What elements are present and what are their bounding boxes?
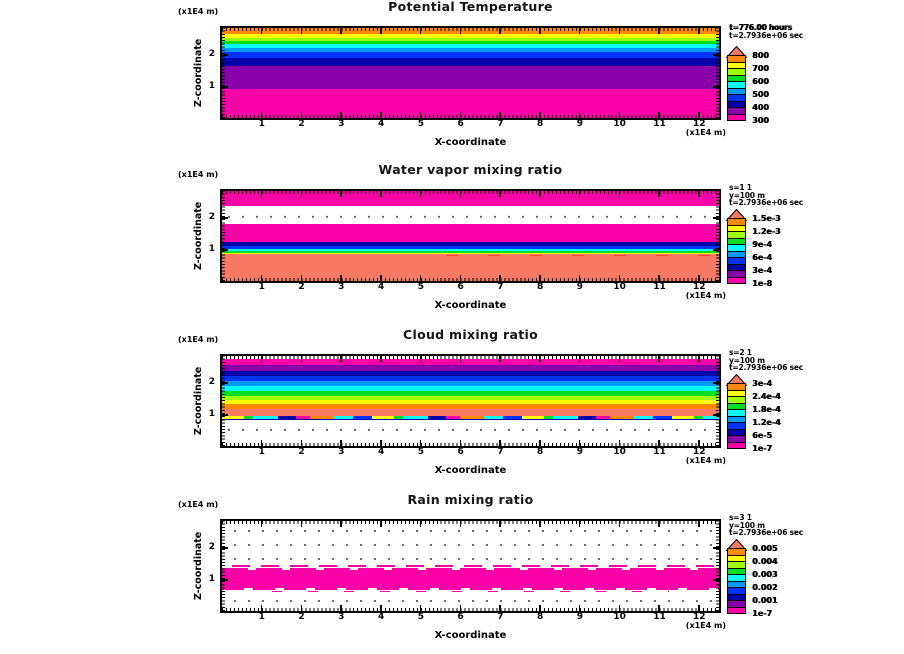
- x-major-tick: [301, 356, 303, 362]
- x-tick-label: 1: [258, 282, 265, 292]
- x-axis-label: X-coordinate: [434, 630, 507, 641]
- x-major-tick: [460, 356, 462, 362]
- colorbar-tick-label: 1.5e-3: [752, 213, 781, 223]
- y-unit-label: (x1E4 m): [178, 500, 219, 509]
- x-major-tick: [539, 112, 541, 118]
- top-minor-ticks: [222, 28, 719, 31]
- x-tick-label: 5: [417, 447, 424, 457]
- x-tick-label: 3: [338, 119, 345, 129]
- x-major-tick: [261, 440, 263, 446]
- x-tick-label: 3: [338, 612, 345, 622]
- left-minor-ticks: [222, 521, 225, 611]
- x-major-tick: [499, 28, 501, 34]
- x-major-tick: [539, 28, 541, 34]
- plot-frame: [220, 26, 721, 120]
- x-major-tick: [301, 28, 303, 34]
- contour-band: [222, 89, 719, 118]
- colorbar-tick-label: 1.2e-4: [752, 417, 781, 427]
- x-major-tick: [658, 28, 660, 34]
- x-tick-label: 5: [417, 119, 424, 129]
- contour-band: [272, 591, 670, 592]
- x-major-tick: [698, 191, 700, 197]
- x-tick-label: 7: [497, 447, 504, 457]
- x-major-tick: [499, 356, 501, 362]
- z-major-tick: [713, 382, 719, 384]
- legend-line: t=2.7936e+06 sec: [729, 30, 804, 40]
- x-tick-label: 9: [576, 119, 584, 129]
- x-major-tick: [380, 275, 382, 281]
- legend-line: t=2.7936e+06 sec: [729, 363, 804, 373]
- x-major-tick: [380, 356, 382, 362]
- plot-title: Rain mixing ratio: [407, 492, 534, 507]
- z-axis-label: Z-coordinate: [193, 531, 204, 601]
- x-major-tick: [619, 275, 621, 281]
- contour-band: [222, 224, 719, 242]
- x-major-tick: [460, 275, 462, 281]
- x-tick-label: 2: [298, 447, 305, 457]
- left-minor-ticks: [222, 356, 225, 446]
- colorbar-tick-label: 700: [752, 63, 769, 73]
- colorbar-swatch: [727, 114, 746, 122]
- x-tick-label: 9: [576, 282, 584, 292]
- z-major-tick: [222, 579, 228, 581]
- x-major-tick: [261, 28, 263, 34]
- contour-band: [222, 206, 719, 224]
- x-major-tick: [460, 191, 462, 197]
- contour-band: [222, 58, 719, 66]
- right-minor-ticks: [716, 191, 719, 281]
- x-major-tick: [539, 440, 541, 446]
- x-major-tick: [380, 440, 382, 446]
- colorbar-swatch: [727, 277, 746, 285]
- x-major-tick: [698, 356, 700, 362]
- x-major-tick: [619, 605, 621, 611]
- colorbar-arrow-icon: [726, 206, 747, 218]
- contour-band: [222, 409, 719, 416]
- x-major-tick: [340, 605, 342, 611]
- x-tick-label: 6: [457, 612, 464, 622]
- x-unit-label: (x1E4 m): [685, 291, 726, 300]
- x-axis-label: X-coordinate: [434, 465, 507, 476]
- x-major-tick: [301, 521, 303, 527]
- colorbar-tick-label: 2.4e-4: [752, 391, 781, 401]
- x-tick-label: 7: [497, 282, 504, 292]
- bottom-minor-ticks: [222, 115, 719, 118]
- x-axis-label: X-coordinate: [434, 137, 507, 148]
- x-major-tick: [499, 275, 501, 281]
- x-major-tick: [380, 28, 382, 34]
- z-major-tick: [713, 547, 719, 549]
- z-tick-label: 2: [208, 542, 215, 552]
- z-tick-label: 2: [208, 212, 215, 222]
- x-tick-label: 5: [417, 612, 424, 622]
- x-tick-label: 11: [653, 447, 666, 457]
- z-major-tick: [222, 217, 228, 219]
- x-major-tick: [539, 275, 541, 281]
- x-tick-label: 12: [692, 612, 706, 622]
- x-major-tick: [579, 275, 581, 281]
- legend-line: y=100 m: [729, 190, 765, 200]
- plot-title: Water vapor mixing ratio: [378, 162, 563, 177]
- x-major-tick: [658, 112, 660, 118]
- x-tick-label: 10: [613, 447, 626, 457]
- x-major-tick: [698, 28, 700, 34]
- left-minor-ticks: [222, 191, 225, 281]
- x-tick-label: 3: [338, 447, 345, 457]
- x-major-tick: [460, 521, 462, 527]
- x-major-tick: [579, 28, 581, 34]
- z-major-tick: [713, 249, 719, 251]
- x-major-tick: [301, 191, 303, 197]
- plot-frame: [220, 354, 721, 448]
- x-major-tick: [658, 440, 660, 446]
- x-tick-label: 1: [258, 447, 265, 457]
- colorbar-arrow-icon: [726, 43, 747, 55]
- x-major-tick: [499, 605, 501, 611]
- x-major-tick: [619, 191, 621, 197]
- top-minor-ticks: [222, 191, 719, 194]
- x-major-tick: [261, 356, 263, 362]
- contour-band: [232, 565, 719, 567]
- x-major-tick: [420, 112, 422, 118]
- x-tick-label: 8: [537, 119, 544, 129]
- colorbar-arrow-icon: [726, 536, 747, 548]
- x-major-tick: [698, 605, 700, 611]
- x-tick-label: 4: [377, 612, 385, 622]
- legend-line: s=1 1: [729, 183, 752, 192]
- z-major-tick: [713, 86, 719, 88]
- x-tick-label: 10: [613, 612, 626, 622]
- x-major-tick: [420, 28, 422, 34]
- x-axis-label: X-coordinate: [434, 300, 507, 311]
- x-tick-label: 12: [692, 119, 706, 129]
- x-tick-label: 10: [613, 282, 626, 292]
- x-major-tick: [380, 191, 382, 197]
- x-major-tick: [261, 112, 263, 118]
- colorbar-tick-label: 0.005: [752, 543, 778, 553]
- plot-frame: [220, 519, 721, 613]
- colorbar-tick-label: 6e-4: [752, 252, 772, 262]
- x-major-tick: [340, 356, 342, 362]
- x-major-tick: [261, 605, 263, 611]
- z-axis-label: Z-coordinate: [193, 366, 204, 436]
- x-major-tick: [261, 275, 263, 281]
- x-unit-label: (x1E4 m): [685, 621, 726, 630]
- x-major-tick: [698, 275, 700, 281]
- colorbar-arrow-icon: [726, 371, 747, 383]
- contour-band: [222, 588, 719, 590]
- x-major-tick: [420, 191, 422, 197]
- x-major-tick: [261, 191, 263, 197]
- x-major-tick: [460, 112, 462, 118]
- x-major-tick: [340, 191, 342, 197]
- z-major-tick: [222, 547, 228, 549]
- bottom-minor-ticks: [222, 278, 719, 281]
- legend-line: y=100 m: [729, 520, 765, 530]
- x-major-tick: [340, 112, 342, 118]
- x-major-tick: [619, 112, 621, 118]
- x-major-tick: [619, 521, 621, 527]
- z-major-tick: [222, 249, 228, 251]
- colorbar-tick-label: 1e-8: [752, 278, 772, 288]
- plot-title: Cloud mixing ratio: [403, 327, 538, 342]
- x-major-tick: [340, 28, 342, 34]
- z-major-tick: [222, 382, 228, 384]
- z-major-tick: [222, 414, 228, 416]
- x-major-tick: [579, 440, 581, 446]
- x-major-tick: [420, 440, 422, 446]
- x-major-tick: [619, 28, 621, 34]
- x-major-tick: [380, 521, 382, 527]
- z-major-tick: [222, 54, 228, 56]
- z-major-tick: [713, 414, 719, 416]
- x-unit-label: (x1E4 m): [685, 456, 726, 465]
- x-major-tick: [579, 356, 581, 362]
- contour-band: [222, 254, 719, 281]
- colorbar-tick-label: 3e-4: [752, 378, 772, 388]
- colorbar-tick-label: 0.004: [752, 556, 778, 566]
- z-tick-label: 2: [208, 377, 215, 387]
- x-major-tick: [499, 440, 501, 446]
- colorbar-tick-label: 300: [752, 115, 769, 125]
- x-major-tick: [579, 191, 581, 197]
- x-major-tick: [380, 605, 382, 611]
- colorbar-tick-label: 1e-7: [752, 608, 772, 618]
- x-tick-label: 4: [377, 119, 385, 129]
- contour-band: [222, 66, 719, 89]
- x-tick-label: 9: [576, 612, 584, 622]
- x-major-tick: [340, 275, 342, 281]
- x-major-tick: [499, 191, 501, 197]
- colorbar-tick-label: 600: [752, 76, 769, 86]
- plot-frame: [220, 189, 721, 283]
- z-tick-label: 1: [208, 574, 215, 584]
- bottom-minor-ticks: [222, 608, 719, 611]
- top-minor-ticks: [222, 521, 719, 524]
- x-tick-label: 8: [537, 447, 544, 457]
- x-major-tick: [698, 112, 700, 118]
- x-major-tick: [539, 605, 541, 611]
- x-tick-label: 10: [613, 119, 626, 129]
- colorbar-tick-label: 500: [752, 89, 769, 99]
- colorbar-swatch: [727, 442, 746, 450]
- contour-band: [446, 255, 719, 256]
- x-major-tick: [499, 112, 501, 118]
- y-unit-label: (x1E4 m): [178, 170, 219, 179]
- z-tick-label: 2: [208, 49, 215, 59]
- x-major-tick: [658, 191, 660, 197]
- x-major-tick: [619, 440, 621, 446]
- x-tick-label: 2: [298, 282, 305, 292]
- x-tick-label: 5: [417, 282, 424, 292]
- x-major-tick: [539, 521, 541, 527]
- x-major-tick: [340, 440, 342, 446]
- bottom-minor-ticks: [222, 443, 719, 446]
- x-major-tick: [658, 521, 660, 527]
- x-major-tick: [301, 605, 303, 611]
- colorbar-tick-label: 800: [752, 50, 769, 60]
- colorbar-tick-label: 1e-7: [752, 443, 772, 453]
- x-major-tick: [380, 112, 382, 118]
- colorbar-tick-label: 1.2e-3: [752, 226, 781, 236]
- colorbar-tick-label: 0.001: [752, 595, 778, 605]
- right-minor-ticks: [716, 521, 719, 611]
- legend-line: s=3 1: [729, 513, 752, 522]
- x-major-tick: [261, 521, 263, 527]
- x-tick-label: 4: [377, 282, 385, 292]
- colorbar-tick-label: 3e-4: [752, 265, 772, 275]
- contour-band: [222, 570, 719, 588]
- colorbar-tick-label: 6e-5: [752, 430, 772, 440]
- left-minor-ticks: [222, 28, 225, 118]
- x-tick-label: 11: [653, 282, 666, 292]
- y-unit-label: (x1E4 m): [178, 7, 219, 16]
- x-major-tick: [460, 440, 462, 446]
- x-major-tick: [658, 356, 660, 362]
- z-major-tick: [713, 54, 719, 56]
- x-major-tick: [301, 275, 303, 281]
- x-tick-label: 6: [457, 447, 464, 457]
- plot-title: Potential Temperature: [388, 0, 553, 14]
- x-major-tick: [460, 28, 462, 34]
- x-major-tick: [340, 521, 342, 527]
- x-tick-label: 12: [692, 447, 706, 457]
- x-major-tick: [579, 112, 581, 118]
- x-unit-label: (x1E4 m): [685, 128, 726, 137]
- x-major-tick: [460, 605, 462, 611]
- x-major-tick: [420, 605, 422, 611]
- x-major-tick: [539, 191, 541, 197]
- legend-line: t=2.7936e+06 sec: [729, 528, 804, 538]
- x-tick-label: 12: [692, 282, 706, 292]
- z-major-tick: [222, 86, 228, 88]
- x-tick-label: 7: [497, 119, 504, 129]
- z-axis-label: Z-coordinate: [193, 201, 204, 271]
- z-major-tick: [713, 579, 719, 581]
- x-major-tick: [539, 356, 541, 362]
- x-major-tick: [420, 356, 422, 362]
- z-tick-label: 1: [208, 244, 215, 254]
- x-major-tick: [301, 440, 303, 446]
- colorbar-tick-label: 1.8e-4: [752, 404, 781, 414]
- x-tick-label: 8: [537, 282, 544, 292]
- z-tick-label: 1: [208, 81, 215, 91]
- x-major-tick: [499, 521, 501, 527]
- x-major-tick: [420, 521, 422, 527]
- x-major-tick: [658, 275, 660, 281]
- x-tick-label: 4: [377, 447, 385, 457]
- y-unit-label: (x1E4 m): [178, 335, 219, 344]
- top-minor-ticks: [222, 356, 719, 359]
- x-major-tick: [658, 605, 660, 611]
- x-major-tick: [579, 521, 581, 527]
- x-tick-label: 1: [258, 612, 265, 622]
- x-major-tick: [698, 521, 700, 527]
- colorbar-tick-label: 9e-4: [752, 239, 772, 249]
- colorbar-tick-label: 0.002: [752, 582, 778, 592]
- x-tick-label: 8: [537, 612, 544, 622]
- x-tick-label: 11: [653, 119, 666, 129]
- x-tick-label: 11: [653, 612, 666, 622]
- x-tick-label: 3: [338, 282, 345, 292]
- legend-line: t=776.00 hours: [729, 23, 792, 32]
- right-minor-ticks: [716, 356, 719, 446]
- x-major-tick: [420, 275, 422, 281]
- colorbar-swatch: [727, 607, 746, 615]
- legend-line: y=100 m: [729, 355, 765, 365]
- x-tick-label: 9: [576, 447, 584, 457]
- x-major-tick: [301, 112, 303, 118]
- colorbar-tick-label: 0.003: [752, 569, 778, 579]
- x-tick-label: 2: [298, 612, 305, 622]
- x-major-tick: [619, 356, 621, 362]
- z-axis-label: Z-coordinate: [193, 38, 204, 108]
- legend-line: t=2.7936e+06 sec: [729, 198, 804, 208]
- x-major-tick: [579, 605, 581, 611]
- right-minor-ticks: [716, 28, 719, 118]
- x-tick-label: 1: [258, 119, 265, 129]
- colorbar-tick-label: 400: [752, 102, 769, 112]
- z-tick-label: 1: [208, 409, 215, 419]
- x-tick-label: 7: [497, 612, 504, 622]
- x-tick-label: 6: [457, 119, 464, 129]
- legend-line: s=2 1: [729, 348, 752, 357]
- x-tick-label: 6: [457, 282, 464, 292]
- z-major-tick: [713, 217, 719, 219]
- x-major-tick: [698, 440, 700, 446]
- x-tick-label: 2: [298, 119, 305, 129]
